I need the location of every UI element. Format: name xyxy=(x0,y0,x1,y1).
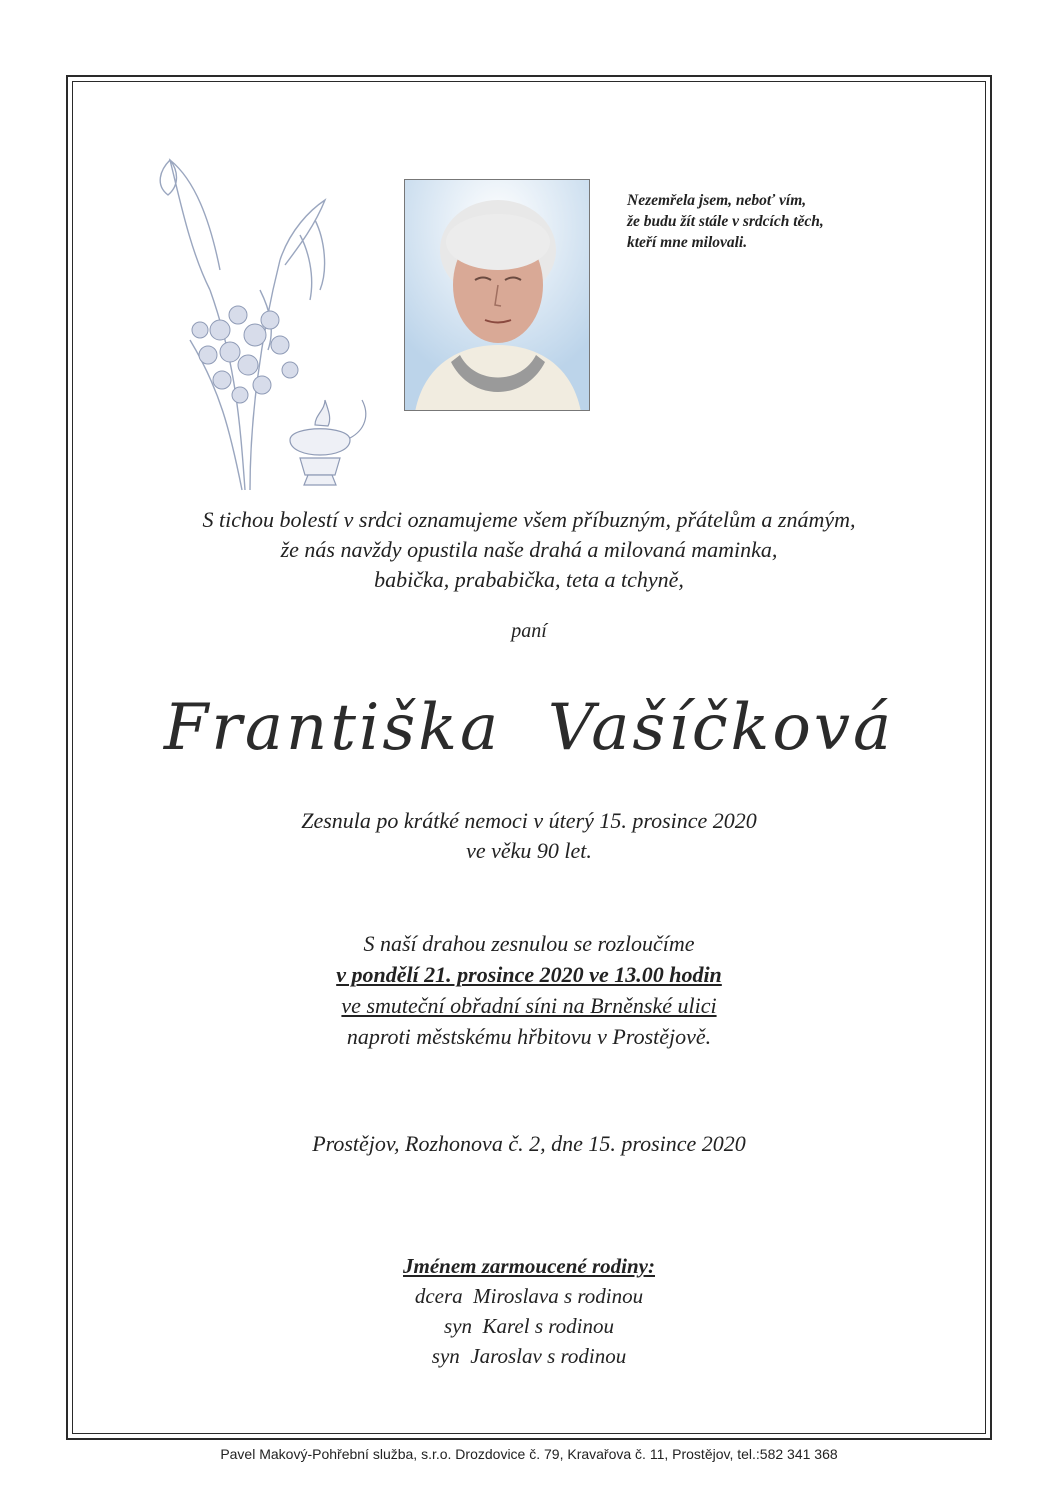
portrait-image xyxy=(405,180,590,411)
deceased-name: Františka Vašíčková xyxy=(163,691,895,765)
motto-line: že budu žít stále v srdcích těch, xyxy=(627,213,824,230)
family-signature xyxy=(72,1251,986,1371)
farewell-venue: ve smuteční obřadní síni na Brněnské ulici xyxy=(341,993,717,1018)
intro-line: že nás navždy opustila naše drahá a milovaná maminka, xyxy=(280,537,778,562)
farewell-location: naproti městskému hřbitovu v Prostějově. xyxy=(346,1024,712,1049)
family-member: dcera Miroslava s rodinou xyxy=(414,1284,644,1308)
farewell-datetime: v pondělí 21. prosince 2020 ve 13.00 hodin xyxy=(336,962,722,987)
motto-line: Nezemřela jsem, neboť vím, xyxy=(627,192,807,209)
motto-line: kteří mne milovali. xyxy=(627,234,748,251)
funeral-service-footer: Pavel Makový-Pohřební služba, s.r.o. Drozdovice č. 79, Kravařova č. 11, Prostějov, tel.:582 341 368 xyxy=(220,1446,838,1462)
announcement-text xyxy=(72,505,986,595)
death-details xyxy=(72,806,986,866)
flower-lamp-illustration xyxy=(150,140,380,500)
family-heading: Jménem zarmoucené rodiny: xyxy=(403,1254,655,1278)
intro-line: babička, prababička, teta a tchyně, xyxy=(374,567,684,592)
death-line: ve věku 90 let. xyxy=(466,838,592,863)
salutation: paní xyxy=(511,620,547,642)
farewell-details xyxy=(72,928,986,1052)
farewell-intro: S naší drahou zesnulou se rozloučíme xyxy=(363,931,695,956)
family-member: syn Jaroslav s rodinou xyxy=(431,1344,627,1368)
death-line: Zesnula po krátké nemoci v úterý 15. prosince 2020 xyxy=(301,808,757,833)
motto-quote xyxy=(627,190,927,253)
place-date: Prostějov, Rozhonova č. 2, dne 15. prosince 2020 xyxy=(312,1131,746,1156)
portrait-photo xyxy=(404,179,590,411)
family-member: syn Karel s rodinou xyxy=(444,1314,614,1338)
intro-line: S tichou bolestí v srdci oznamujeme všem příbuzným, přátelům a známým, xyxy=(202,507,856,532)
